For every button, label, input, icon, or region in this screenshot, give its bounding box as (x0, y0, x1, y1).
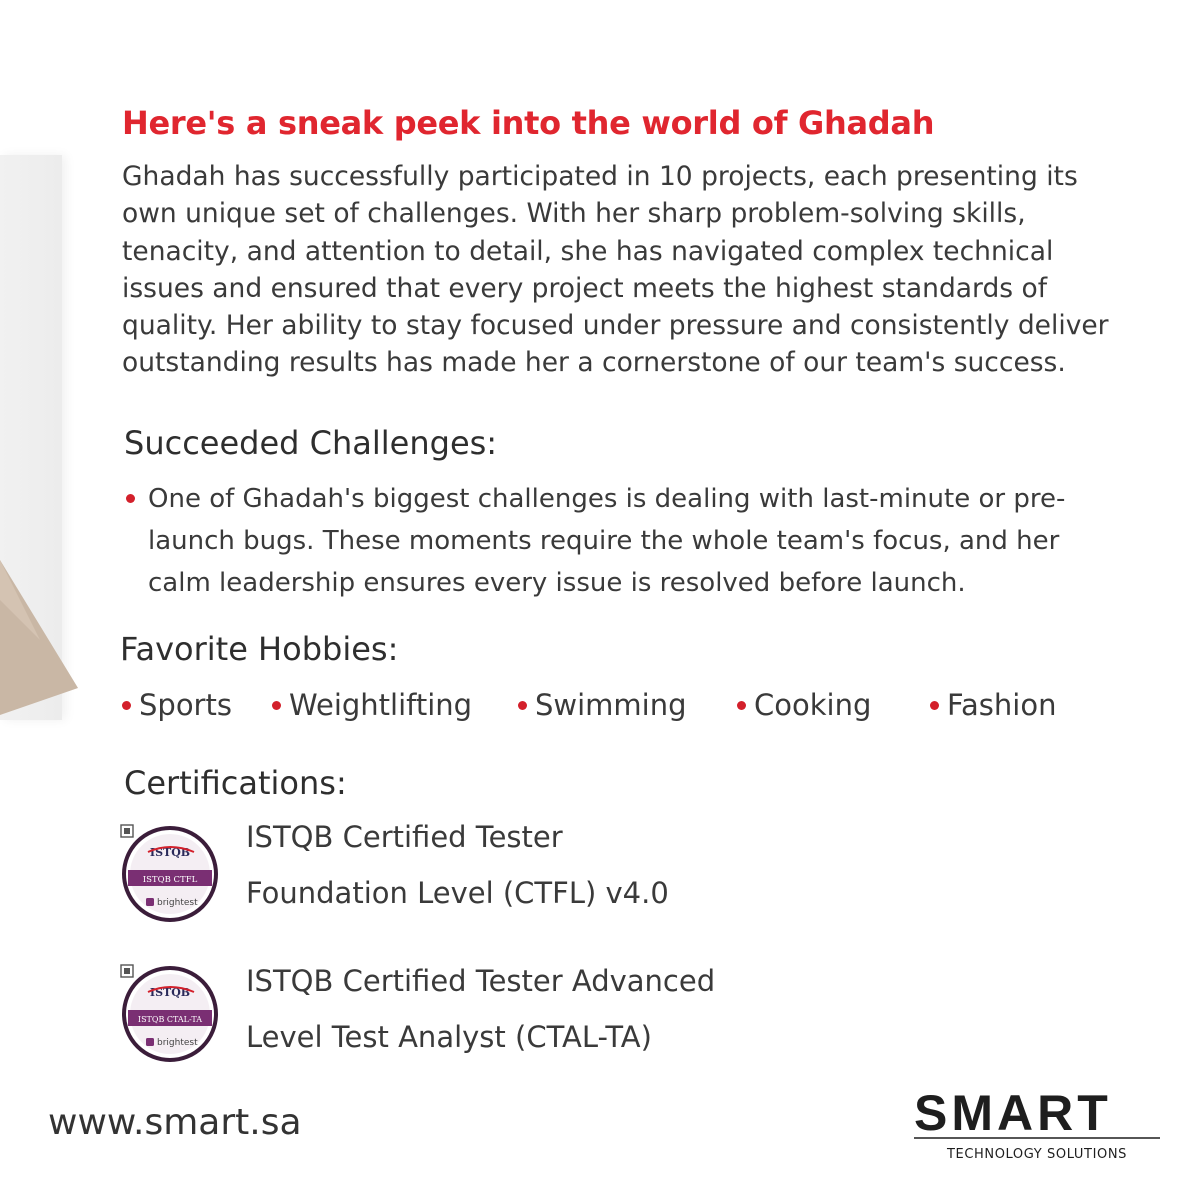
bullet-icon (737, 701, 746, 710)
challenge-text: One of Ghadah's biggest challenges is dealing with last-minute or pre-launch bugs. These moments require the whole team's focus, and her calm leadership ensures every issue is resolved before launch. (148, 484, 1066, 598)
certifications-title: Certifications: (124, 764, 347, 802)
hobby-item: Sports (122, 688, 232, 722)
istqb-ctal-ta-badge-icon (118, 962, 218, 1062)
bullet-icon (122, 701, 131, 710)
bullet-icon (126, 494, 135, 503)
hobby-item: Cooking (737, 688, 871, 722)
challenge-item (122, 478, 1112, 604)
website-link[interactable]: www.smart.sa (48, 1102, 302, 1143)
smart-logo (912, 1086, 1162, 1166)
istqb-ctfl-badge-icon (118, 822, 218, 922)
bullet-icon (518, 701, 527, 710)
badge-brand-text: ISTQB (149, 986, 191, 999)
badge-provider-text: brightest (157, 1038, 198, 1048)
hobbies-title: Favorite Hobbies: (120, 630, 399, 668)
cert-2-line-1: ISTQB Certified Tester Advanced (246, 964, 716, 998)
challenges-title: Succeeded Challenges: (124, 424, 498, 462)
cert-1-line-1: ISTQB Certified Tester (246, 820, 563, 854)
page-heading: Here's a sneak peek into the world of Ghadah (122, 104, 935, 142)
cert-2-line-2: Level Test Analyst (CTAL-TA) (246, 1020, 652, 1054)
badge-provider-text: brightest (157, 898, 198, 908)
hobby-item: Fashion (930, 688, 1056, 722)
bullet-icon (272, 701, 281, 710)
cert-1-line-2: Foundation Level (CTFL) v4.0 (246, 876, 669, 910)
intro-paragraph: Ghadah has successfully participated in 10 projects, each presenting its own unique set of challenges. With her sharp problem-solving skills, tenacity, and attention to detail, she has navigated complex technical issues and ensured that every project meets the highest standards of quality. Her ability to stay focused under pressure and consistently deliver outstanding results has made her a cornerstone of our team's success. (122, 161, 1109, 379)
bullet-icon (930, 701, 939, 710)
badge-brand-text: ISTQB (149, 846, 191, 859)
decorative-side-panel (0, 155, 62, 720)
logo-subtitle: TECHNOLOGY SOLUTIONS (946, 1147, 1128, 1162)
hobby-item: Swimming (518, 688, 687, 722)
hobby-item: Weightlifting (272, 688, 472, 722)
logo-text: SMART (914, 1086, 1112, 1141)
badge-code-text: ISTQB CTAL-TA (137, 1015, 203, 1024)
badge-code-text: ISTQB CTFL (142, 875, 198, 885)
